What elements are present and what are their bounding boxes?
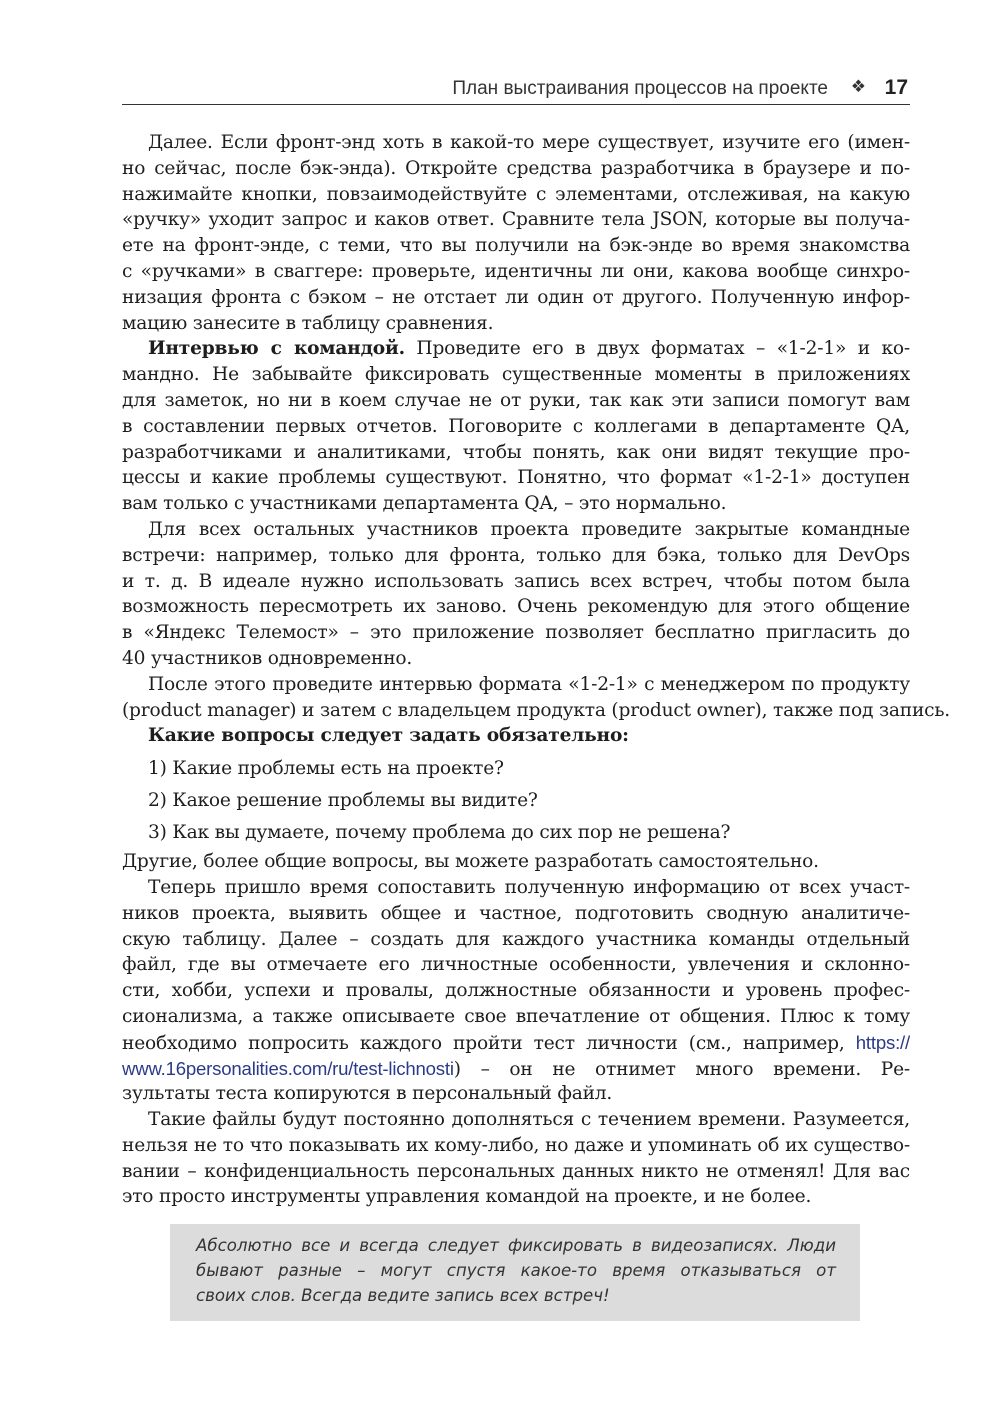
- text-run: сионализма, а также описываете свое впечатление от общения. Плюс к тому: [122, 1005, 910, 1027]
- page-body: [122, 130, 951, 1210]
- note-line: своих слов. Всегда ведите запись всех встреч!: [196, 1286, 610, 1305]
- text-line: [122, 1056, 910, 1082]
- text-run: цессы и какие проблемы существуют. Понятно, что формат «1-2-1» доступен: [122, 467, 910, 489]
- paragraph: [122, 517, 910, 672]
- text-run: в «Яндекс Телемост» – это приложение позволяет бесплатно пригласить до: [122, 622, 910, 644]
- chapter-title: План выстраивания процессов на проекте: [452, 78, 828, 99]
- text-run: Для всех остальных участников проекта проведите закрытые командные: [148, 518, 910, 540]
- note-line: Абсолютно все и всегда следует фиксировать в видеозаписях. Люди: [196, 1236, 836, 1255]
- text-run: но сейчас, после бэк-энда). Откройте средства разработчика в браузере и по-: [122, 157, 910, 179]
- text-run: вам только с участниками департамента QA, – это нормально.: [122, 493, 727, 515]
- text-run: нельзя не то что показывать их кому-либо, но даже и упоминать об их существо-: [122, 1134, 910, 1156]
- text-line: [122, 233, 910, 259]
- text-line: [122, 362, 910, 388]
- text-run: Далее. Если фронт-энд хоть в какой-то мере существует, изучите его (имен-: [148, 132, 910, 153]
- paragraph: [122, 1107, 910, 1210]
- text-line: [122, 285, 910, 311]
- bold-lead: Интервью с командой.: [148, 338, 405, 360]
- text-run: и т. д. В идеале нужно использовать запись всех встреч, чтобы потом была: [122, 570, 910, 592]
- text-line: [122, 414, 910, 440]
- text-line: [122, 182, 910, 208]
- text-run: мандно. Не забывайте фиксировать существенные моменты в приложениях: [122, 364, 910, 386]
- text-line: [122, 311, 910, 337]
- text-run: Другие, более общие вопросы, вы можете разработать самостоятельно.: [122, 851, 819, 873]
- text-line: [122, 388, 910, 414]
- text-line: [122, 698, 951, 724]
- text-line: [122, 1081, 910, 1107]
- text-run: сти, хобби, успехи и провалы, должностные обязанности и уровень профес-: [122, 980, 910, 1002]
- paragraph: [122, 723, 910, 749]
- text-run: нажимайте кнопки, повзаимодействуйте с элементами, отслеживая, на какую: [122, 183, 910, 205]
- text-run: «ручку» уходит запрос и каков ответ. Сравните тела JSON, которые вы получа-: [122, 209, 910, 231]
- questions-list: [122, 753, 910, 849]
- text-line: [122, 620, 910, 646]
- text-line: [122, 207, 910, 233]
- text-line: [122, 1133, 910, 1159]
- url-link[interactable]: www.16personalities.com/ru/test-lichnosti: [122, 1057, 454, 1079]
- text-run: (product manager) и затем с владельцем продукта (product owner), также под запись.: [122, 699, 951, 721]
- text-line: [122, 130, 910, 156]
- text-run: в составлении первых отчетов. Поговорите с коллегами в департаменте QA,: [122, 415, 910, 437]
- list-item: 1) Какие проблемы есть на проекте?: [148, 758, 504, 780]
- text-line: [122, 594, 910, 620]
- text-line: [122, 543, 910, 569]
- text-run: для заметок, но ни в коем случае не от руки, так как эти записи помогут вам: [122, 389, 910, 411]
- text-run: Такие файлы будут постоянно дополняться с течением времени. Разумеется,: [148, 1109, 910, 1131]
- text-line: [122, 1184, 910, 1210]
- text-line: [122, 491, 910, 517]
- text-run: файл, где вы отмечаете его личностные особенности, увлечения и склонно-: [122, 954, 910, 976]
- text-run: ете на фронт-энде, с теми, что вы получили на бэк-энде во время знакомства: [122, 235, 910, 257]
- text-line: [122, 156, 910, 182]
- text-line: [122, 259, 910, 285]
- text-run: встречи: например, только для фронта, только для бэка, только для DevOps: [122, 544, 910, 566]
- paragraph: [122, 336, 910, 517]
- text-run: ников проекта, выявить общее и частное, подготовить сводную аналитиче-: [122, 902, 910, 924]
- text-line: [122, 569, 910, 595]
- paragraph: [122, 672, 951, 724]
- text-line: [122, 517, 910, 543]
- text-line: [122, 1030, 910, 1056]
- ornament-icon: ❖: [850, 77, 866, 96]
- text-run: вании – конфиденциальность персональных данных никто не отменял! Для вас: [122, 1160, 910, 1182]
- text-line: [122, 849, 910, 875]
- text-run: скую таблицу. Далее – создать для каждого участника команды отдельный: [122, 928, 910, 950]
- running-header: [122, 76, 910, 105]
- text-run: Теперь пришло время сопоставить полученную информацию от всех участ-: [148, 876, 910, 898]
- text-line: [122, 440, 910, 466]
- text-line: [122, 672, 910, 698]
- text-line: [122, 1107, 910, 1133]
- text-line: [122, 927, 910, 953]
- text-run: ) – он не отнимет много времени. Ре-: [453, 1058, 910, 1080]
- text-run: с «ручками» в сваггере: проверьте, идентичны ли они, какова вообще синхро-: [122, 260, 910, 282]
- list-item: 2) Какое решение проблемы вы видите?: [148, 790, 538, 812]
- text-run: Проведите его в двух форматах – «1-2-1» и ко-: [404, 338, 910, 360]
- paragraph: [122, 849, 910, 875]
- text-run: 40 участников одновременно.: [122, 647, 413, 669]
- note-line: бывают разные – могут спустя какое-то время отказываться от: [196, 1261, 836, 1280]
- text-line: [122, 723, 910, 749]
- text-run: возможность пересмотреть их заново. Очень рекомендую для этого общение: [122, 596, 910, 618]
- text-run: необходимо попросить каждого пройти тест личности (см., например,: [122, 1032, 856, 1054]
- text-line: [122, 952, 910, 978]
- text-run: мацию занесите в таблицу сравнения.: [122, 312, 494, 334]
- page-number: 17: [884, 76, 908, 99]
- bold-lead: Какие вопросы следует задать обязательно:: [148, 725, 629, 747]
- text-line: [122, 1004, 910, 1030]
- paragraph: [122, 130, 910, 336]
- text-line: [122, 336, 910, 362]
- text-run: зультаты теста копируются в персональный файл.: [122, 1083, 613, 1105]
- callout-note: [170, 1224, 860, 1321]
- text-line: [122, 646, 910, 672]
- text-run: низация фронта с бэком – не отстает ли один от другого. Полученную инфор-: [122, 286, 910, 308]
- text-run: разработчиками и аналитиками, чтобы понять, как они видят текущие про-: [122, 441, 910, 463]
- text-line: [122, 875, 910, 901]
- paragraph: [122, 875, 910, 1107]
- text-run: это просто инструменты управления командой на проекте, и не более.: [122, 1186, 812, 1208]
- text-line: [122, 901, 910, 927]
- text-run: После этого проведите интервью формата «1-2-1» с менеджером по продукту: [148, 673, 910, 695]
- text-line: [122, 465, 910, 491]
- text-line: [122, 978, 910, 1004]
- text-line: [122, 1159, 910, 1185]
- list-item: 3) Как вы думаете, почему проблема до сих пор не решена?: [148, 822, 731, 844]
- url-link[interactable]: https://: [855, 1031, 910, 1053]
